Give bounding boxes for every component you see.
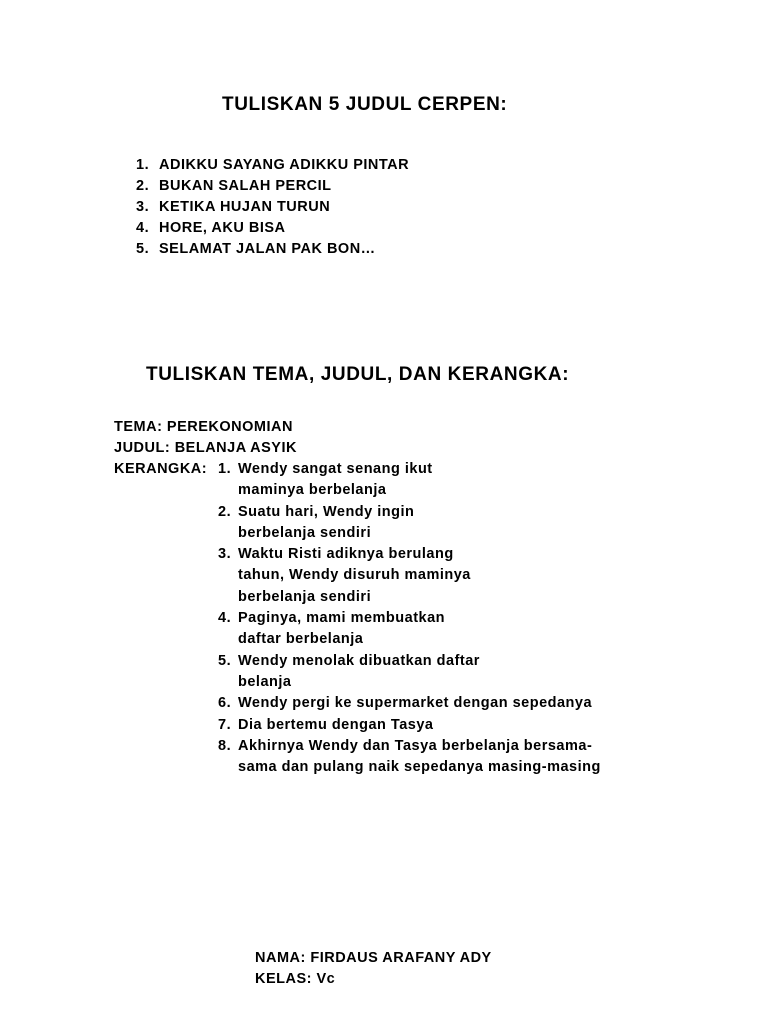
judul-line: JUDUL: BELANJA ASYIK bbox=[114, 440, 297, 456]
outline-line: Waktu Risti adiknya berulang bbox=[238, 546, 454, 563]
outline-line: sama dan pulang naik sepedanya masing-masing bbox=[238, 759, 601, 776]
outline-item-number: 1. bbox=[218, 461, 232, 477]
outline-line: tahun, Wendy disuruh maminya bbox=[238, 567, 471, 584]
outline-item bbox=[218, 715, 601, 736]
student-name: NAMA: FIRDAUS ARAFANY ADY bbox=[255, 950, 492, 966]
list-item-number: 5. bbox=[136, 241, 150, 257]
story-title-list bbox=[136, 155, 409, 260]
outline-line: Wendy sangat senang ikut bbox=[238, 461, 433, 477]
outline-line: berbelanja sendiri bbox=[238, 588, 372, 605]
heading-tema-judul-kerangka: TULISKAN TEMA, JUDUL, DAN KERANGKA: bbox=[146, 364, 570, 385]
list-item bbox=[136, 239, 409, 260]
kerangka-outline-list bbox=[218, 459, 601, 778]
outline-line: maminya berbelanja bbox=[238, 482, 387, 499]
outline-item bbox=[218, 608, 601, 651]
list-item-number: 1. bbox=[136, 157, 150, 173]
list-item bbox=[136, 197, 409, 218]
outline-line: berbelanja sendiri bbox=[238, 524, 372, 541]
list-item-text: SELAMAT JALAN PAK BON… bbox=[159, 241, 376, 257]
list-item-text: HORE, AKU BISA bbox=[159, 220, 286, 236]
outline-item bbox=[218, 459, 601, 502]
outline-item-number: 7. bbox=[218, 716, 232, 733]
outline-item bbox=[218, 651, 601, 694]
outline-item bbox=[218, 544, 601, 608]
list-item-number: 2. bbox=[136, 178, 150, 194]
outline-line: daftar berbelanja bbox=[238, 631, 364, 648]
outline-line: Wendy menolak dibuatkan daftar bbox=[238, 652, 480, 669]
student-class: KELAS: Vc bbox=[255, 971, 336, 987]
list-item-text: ADIKKU SAYANG ADIKKU PINTAR bbox=[159, 157, 410, 173]
outline-item-number: 5. bbox=[218, 652, 232, 669]
outline-item-number: 4. bbox=[218, 610, 232, 627]
outline-item-number: 3. bbox=[218, 546, 232, 563]
list-item-text: BUKAN SALAH PERCIL bbox=[159, 178, 332, 194]
outline-item-number: 8. bbox=[218, 737, 232, 754]
outline-line: Dia bertemu dengan Tasya bbox=[238, 716, 434, 733]
outline-line: Akhirnya Wendy dan Tasya berbelanja bersama- bbox=[238, 737, 593, 754]
outline-line: belanja bbox=[238, 673, 292, 690]
list-item bbox=[136, 176, 409, 197]
outline-item-number: 6. bbox=[218, 695, 232, 712]
heading-judul-cerpen: TULISKAN 5 JUDUL CERPEN: bbox=[222, 94, 508, 115]
outline-item bbox=[218, 693, 601, 714]
list-item bbox=[136, 218, 409, 239]
list-item-text: KETIKA HUJAN TURUN bbox=[159, 199, 331, 215]
list-item-number: 3. bbox=[136, 199, 150, 215]
outline-line: Wendy pergi ke supermarket dengan sepedanya bbox=[238, 695, 593, 712]
outline-item-number: 2. bbox=[218, 503, 232, 520]
outline-line: Suatu hari, Wendy ingin bbox=[238, 503, 415, 520]
tema-line: TEMA: PEREKONOMIAN bbox=[114, 419, 293, 435]
outline-item bbox=[218, 736, 601, 779]
list-item-number: 4. bbox=[136, 220, 150, 236]
outline-line: Paginya, mami membuatkan bbox=[238, 610, 446, 627]
outline-item bbox=[218, 502, 601, 545]
kerangka-label: KERANGKA: bbox=[114, 461, 208, 477]
list-item bbox=[136, 155, 409, 176]
